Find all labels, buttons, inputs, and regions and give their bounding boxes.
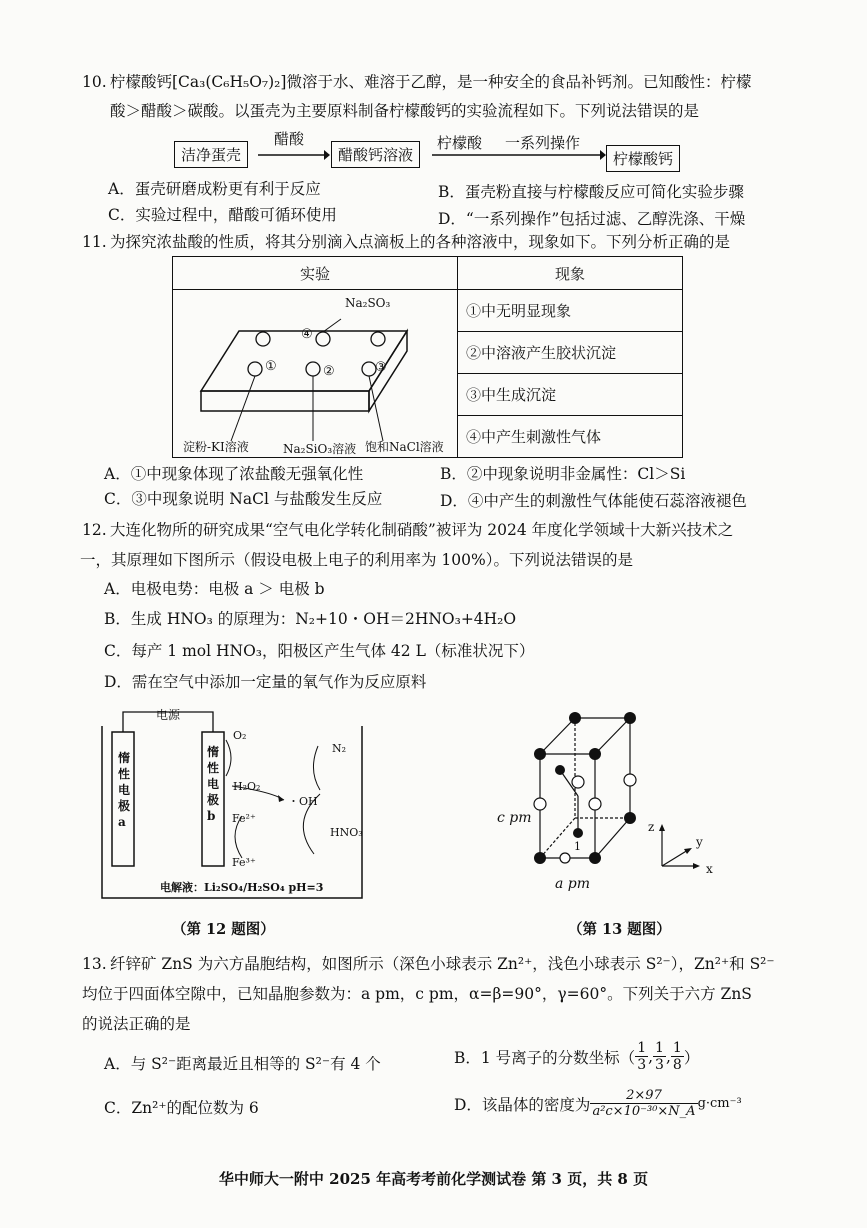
q10-stem-line1: 柠檬酸钙[Ca₃(C₆H₅O₇)₂]微溶于水、难溶于乙醇，是一种安全的食品补钙剂。已知酸性：柠檬 (110, 73, 752, 91)
q11-option-c: C．③中现象说明 NaCl 与盐酸发生反应 (104, 490, 383, 508)
fraction-x (635, 1040, 648, 1073)
flow-arrow1 (258, 149, 330, 161)
q13-number: 13. (82, 955, 107, 973)
q11-phenomenon-1: ①中无明显现象 (458, 290, 683, 332)
q12-option-a: A．电极电势：电极 a ＞ 电极 b (104, 580, 325, 598)
spot-number-1: ① (265, 359, 277, 374)
flow-arrow2-label-b: 一系列操作 (505, 134, 581, 152)
q12-option-d: D．需在空气中添加一定量的氧气作为反应原料 (104, 673, 427, 691)
q11-option-b: B．②中现象说明非金属性：Cl＞Si (440, 465, 686, 483)
q13-option-d (454, 1088, 742, 1119)
q13-stem-line3: 的说法正确的是 (82, 1015, 191, 1033)
spot-number-2: ② (323, 364, 335, 379)
label-n2: N₂ (332, 742, 347, 755)
q11-stem: 为探究浓盐酸的性质，将其分别滴入点滴板上的各种溶液中，现象如下。下列分析正确的是 (110, 233, 731, 251)
fraction-x-num: 1 (637, 1040, 647, 1056)
page-footer: 华中师大一附中 2025 年高考考前化学测试卷 第 3 页，共 8 页 (218, 1170, 649, 1188)
label-h2o2: H₂O₂ (233, 780, 261, 793)
flow-box-calcium-citrate: 柠檬酸钙 (606, 145, 680, 172)
label-na2so3: Na₂SO₃ (345, 296, 391, 310)
q11-phenomenon-3: ③中生成沉淀 (458, 374, 683, 416)
q13-option-c: C．Zn²⁺的配位数为 6 (104, 1099, 259, 1117)
density-unit: g·cm⁻³ (697, 1096, 742, 1111)
fraction-z-num: 1 (672, 1040, 682, 1056)
flow-arrow2-label-a: 柠檬酸 (437, 134, 483, 152)
density-denominator: a²c×10⁻³⁰×N_A (592, 1104, 696, 1119)
fraction-y-num: 1 (655, 1040, 664, 1056)
label-electrode-b: 惰性电极b (207, 745, 220, 823)
label-fe2: Fe²⁺ (232, 812, 256, 825)
q10-number: 10. (82, 73, 107, 91)
label-starch-ki: 淀粉-KI溶液 (183, 440, 249, 454)
fraction-x-den: 3 (637, 1057, 647, 1073)
q12-option-b: B．生成 HNO₃ 的原理为：N₂+10・OH＝2HNO₃+4H₂O (104, 610, 517, 628)
axis-z-label: z (648, 820, 655, 834)
q11-experiment-table (172, 256, 683, 458)
spot-number-4: ④ (301, 327, 313, 342)
flow-box-calcium-acetate: 醋酸钙溶液 (331, 141, 420, 168)
flow-arrow1-label: 醋酸 (274, 130, 305, 148)
label-a-pm: a pm (555, 876, 591, 892)
figure-13-caption: （第 13 题图） (568, 921, 671, 938)
label-hno3: HNO₃ (330, 826, 363, 839)
label-power-source: 电源 (156, 708, 181, 722)
label-ion-1: 1 (574, 840, 581, 853)
q10-stem-line2: 酸＞醋酸＞碳酸。以蛋壳为主要原料制备柠檬酸钙的实验流程如下。下列说法错误的是 (110, 102, 700, 120)
density-numerator: 2×97 (590, 1088, 697, 1104)
q13-option-a: A．与 S²⁻距离最近且相等的 S²⁻有 4 个 (104, 1055, 381, 1073)
q13-option-b-prefix: B．1 号离子的分数坐标（ (454, 1048, 636, 1067)
label-nacl: 饱和NaCl溶液 (365, 440, 444, 454)
label-electrolyte: 电解液：Li₂SO₄/H₂SO₄ pH=3 (160, 881, 324, 894)
flow-box-eggshell: 洁净蛋壳 (174, 141, 248, 168)
q11-phenomenon-4: ④中产生刺激性气体 (458, 416, 683, 458)
label-electrode-a: 惰性电极a (118, 751, 131, 829)
q13-option-d-prefix: D．该晶体的密度为 (454, 1095, 591, 1114)
q12-number: 12. (82, 521, 107, 539)
q12-stem-line1: 大连化物所的研究成果“空气电化学转化制硝酸”被评为 2024 年度化学领域十大新兴技术之 (110, 521, 734, 539)
q11-option-d: D．④中产生的刺激性气体能使石蕊溶液褪色 (440, 492, 747, 510)
flow-arrow2 (432, 149, 606, 161)
q11-option-a: A．①中现象体现了浓盐酸无强氧化性 (104, 465, 364, 483)
q10-option-a: A．蛋壳研磨成粉更有利于反应 (108, 180, 321, 198)
q13-option-b: B．1 号离子的分数坐标（ $\frac{1}{3}$ , $\frac{1}{3}$ , $\frac{1}{8}$ ） (454, 1040, 700, 1073)
q10-option-b: B．蛋壳粉直接与柠檬酸反应可简化实验步骤 (438, 183, 744, 201)
spot-number-3: ③ (375, 360, 387, 375)
fraction-z (671, 1040, 684, 1073)
q10-option-c: C．实验过程中，醋酸可循环使用 (108, 206, 337, 224)
q13-stem-line2: 均位于四面体空隙中，已知晶胞参数为：a pm，c pm，α=β=90°，γ=60°。下列关于六方 ZnS (82, 985, 752, 1003)
label-o2: O₂ (233, 729, 247, 742)
q13-stem-line1: 纤锌矿 ZnS 为六方晶胞结构，如图所示（深色小球表示 Zn²⁺，浅色小球表示 S²⁻），Zn²⁺和 S²⁻ (110, 955, 775, 973)
spot-plate-diagram (173, 291, 457, 457)
label-oh-radical: ・OH (288, 795, 318, 808)
q11-header-experiment: 实验 (173, 257, 458, 290)
figure-12-caption: （第 12 题图） (172, 921, 275, 938)
q10-option-d: D．“一系列操作”包括过滤、乙醇洗涤、干燥 (438, 210, 746, 228)
axis-x-label: x (706, 862, 713, 876)
label-fe3: Fe³⁺ (232, 856, 256, 869)
label-c-pm: c pm (497, 810, 532, 826)
q12-stem-line2: 一，其原理如下图所示（假设电极上电子的利用率为 100%）。下列说法错误的是 (80, 551, 633, 569)
fraction-z-den: 8 (672, 1057, 682, 1073)
axis-y-label: y (696, 835, 703, 849)
q11-phenomenon-2: ②中溶液产生胶状沉淀 (458, 332, 683, 374)
density-fraction (590, 1088, 697, 1119)
fraction-y-den: 3 (655, 1057, 664, 1073)
fraction-y (653, 1040, 666, 1073)
q13-option-b-suffix: ） (683, 1048, 700, 1067)
q11-header-phenomenon: 现象 (458, 257, 683, 290)
label-na2sio3: Na₂SiO₃溶液 (283, 442, 357, 456)
q11-number: 11. (82, 233, 107, 251)
q12-option-c: C．每产 1 mol HNO₃，阳极区产生气体 42 L（标准状况下） (104, 642, 535, 660)
q11-plate-cell (173, 290, 458, 458)
